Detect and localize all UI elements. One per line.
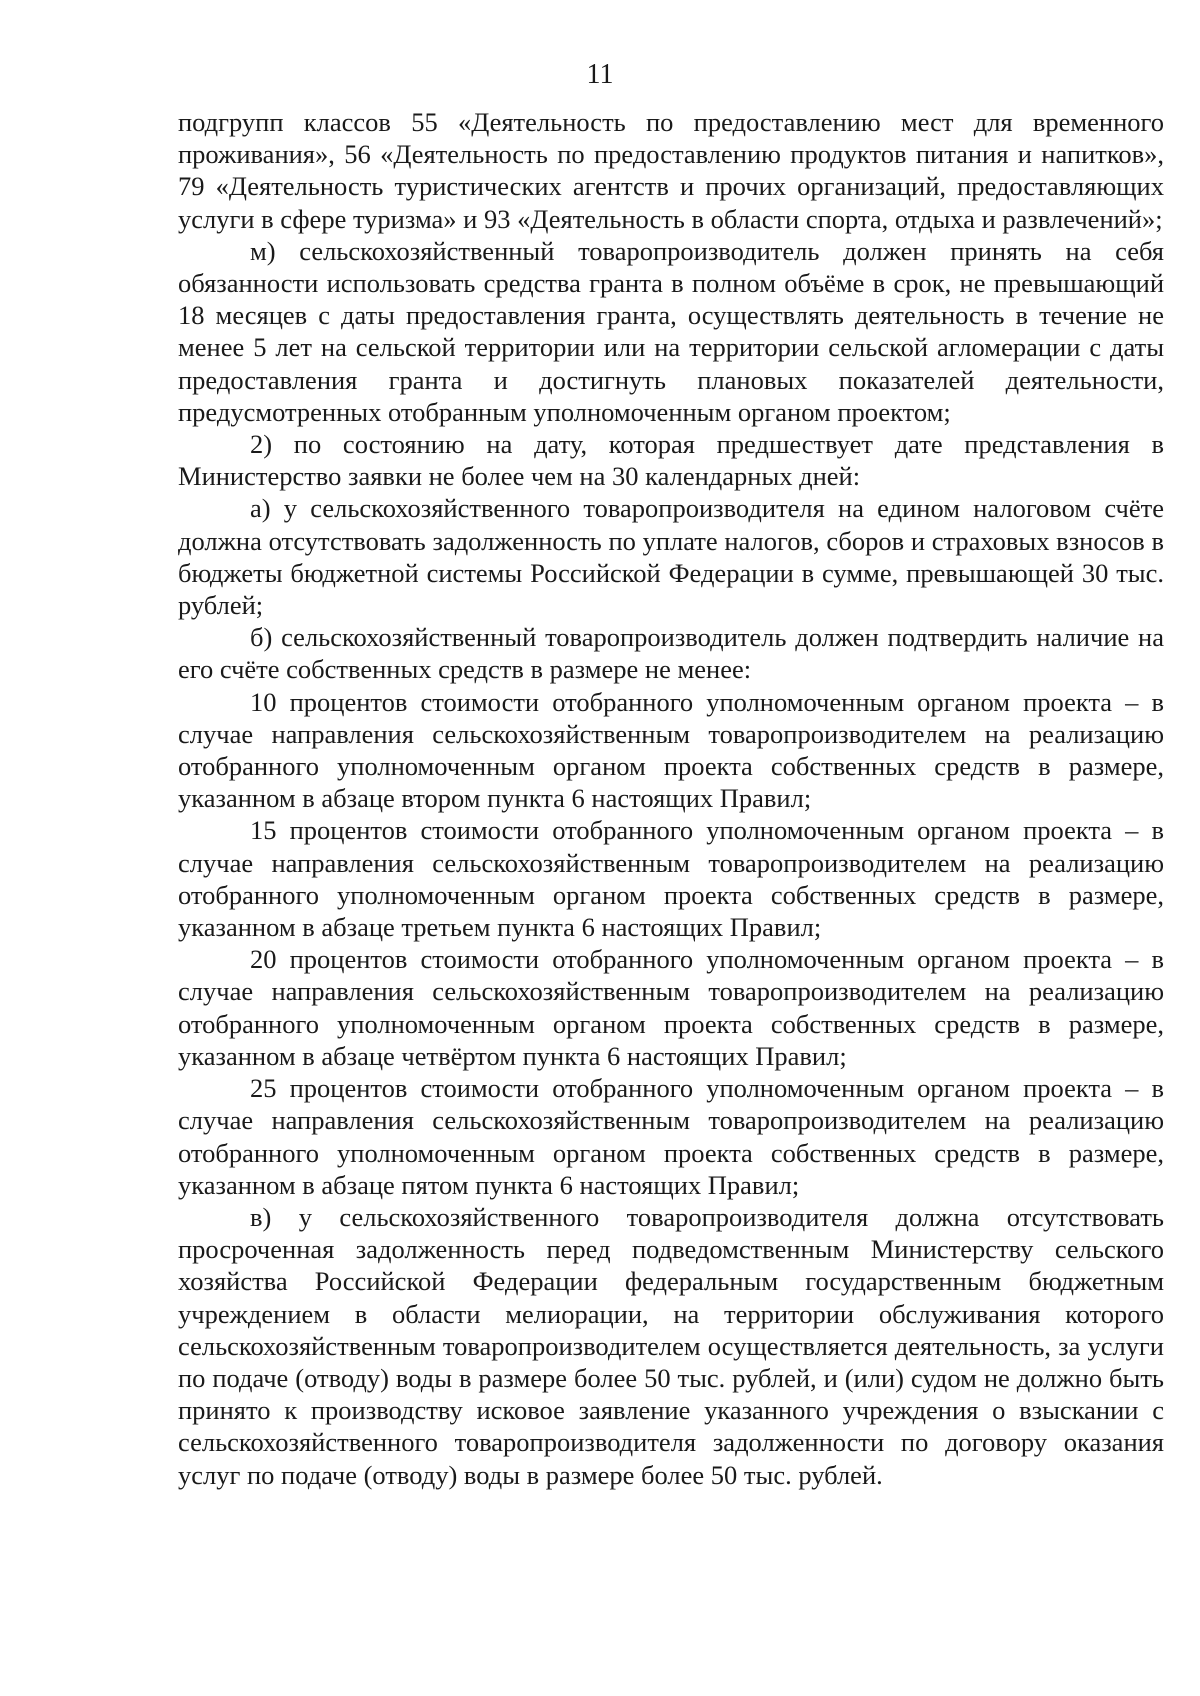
document-body <box>178 106 1164 1491</box>
paragraph-25-percent: 25 процентов стоимости отобранного уполномоченным органом проекта – в случае направления сельскохозяйственным товаропроизводителем на реализацию отобранного уполномоченным органом проекта собственных средств в размере, указанном в абзаце пятом пункта 6 настоящих Правил; <box>178 1073 1164 1200</box>
paragraph-v: в) у сельскохозяйственного товаропроизводителя должна отсутствовать просроченная задолженность перед подведомственным Министерству сельского хозяйства Российской Федерации федеральным государственным бюджетным учреждением в области мелиорации, на территории обслуживания которого сельскохозяйственным товаропроизводителем осуществляется деятельность, за услуги по подаче (отводу) воды в размере более 50 тыс. рублей, и (или) судом не должно быть принято к производству исковое заявление указанного учреждения о взыскании с сельскохозяйственного товаропроизводителя задолженности по договору оказания услуг по подаче (отводу) воды в размере более 50 тыс. рублей. <box>178 1201 1164 1490</box>
paragraph-15-percent: 15 процентов стоимости отобранного уполномоченным органом проекта – в случае направления сельскохозяйственным товаропроизводителем на реализацию отобранного уполномоченным органом проекта собственных средств в размере, указанном в абзаце третьем пункта 6 настоящих Правил; <box>178 815 1164 943</box>
paragraph-20-percent: 20 процентов стоимости отобранного уполномоченным органом проекта – в случае направления сельскохозяйственным товаропроизводителем на реализацию отобранного уполномоченным органом проекта собственных средств в размере, указанном в абзаце четвёртом пункта 6 настоящих Правил; <box>178 944 1164 1071</box>
page-number: 11 <box>586 59 614 90</box>
paragraph-a: а) у сельскохозяйственного товаропроизводителя на едином налоговом счёте должна отсутствовать задолженность по уплате налогов, сборов и страховых взносов в бюджеты бюджетной системы Российской Федерации в сумме, превышающей 30 тыс. рублей; <box>178 493 1164 621</box>
paragraph-continuation: подгрупп классов 55 «Деятельность по предоставлению мест для временного проживания», 56 «Деятельность по предоставлению продуктов питания и напитков», 79 «Деятельность туристических агентств и прочих организаций, предоставляющих услуги в сфере туризма» и 93 «Деятельность в области спорта, отдыха и развлечений»; <box>178 107 1164 234</box>
paragraph-b: б) сельскохозяйственный товаропроизводитель должен подтвердить наличие на его счёте собственных средств в размере не менее: <box>178 622 1164 685</box>
paragraph-10-percent: 10 процентов стоимости отобранного уполномоченным органом проекта – в случае направления сельскохозяйственным товаропроизводителем на реализацию отобранного уполномоченным органом проекта собственных средств в размере, указанном в абзаце втором пункта 6 настоящих Правил; <box>178 686 1164 814</box>
paragraph-2: 2) по состоянию на дату, которая предшествует дате представления в Министерство заявки не более чем на 30 календарных дней: <box>178 429 1164 492</box>
paragraph-m: м) сельскохозяйственный товаропроизводитель должен принять на себя обязанности использовать средства гранта в полном объёме в срок, не превышающий 18 месяцев с даты предоставления гранта, осуществлять деятельность в течение не менее 5 лет на сельской территории или на территории сельской агломерации с даты предоставления гранта и достигнуть плановых показателей деятельности, предусмотренных отобранным уполномоченным органом проектом; <box>178 235 1164 427</box>
